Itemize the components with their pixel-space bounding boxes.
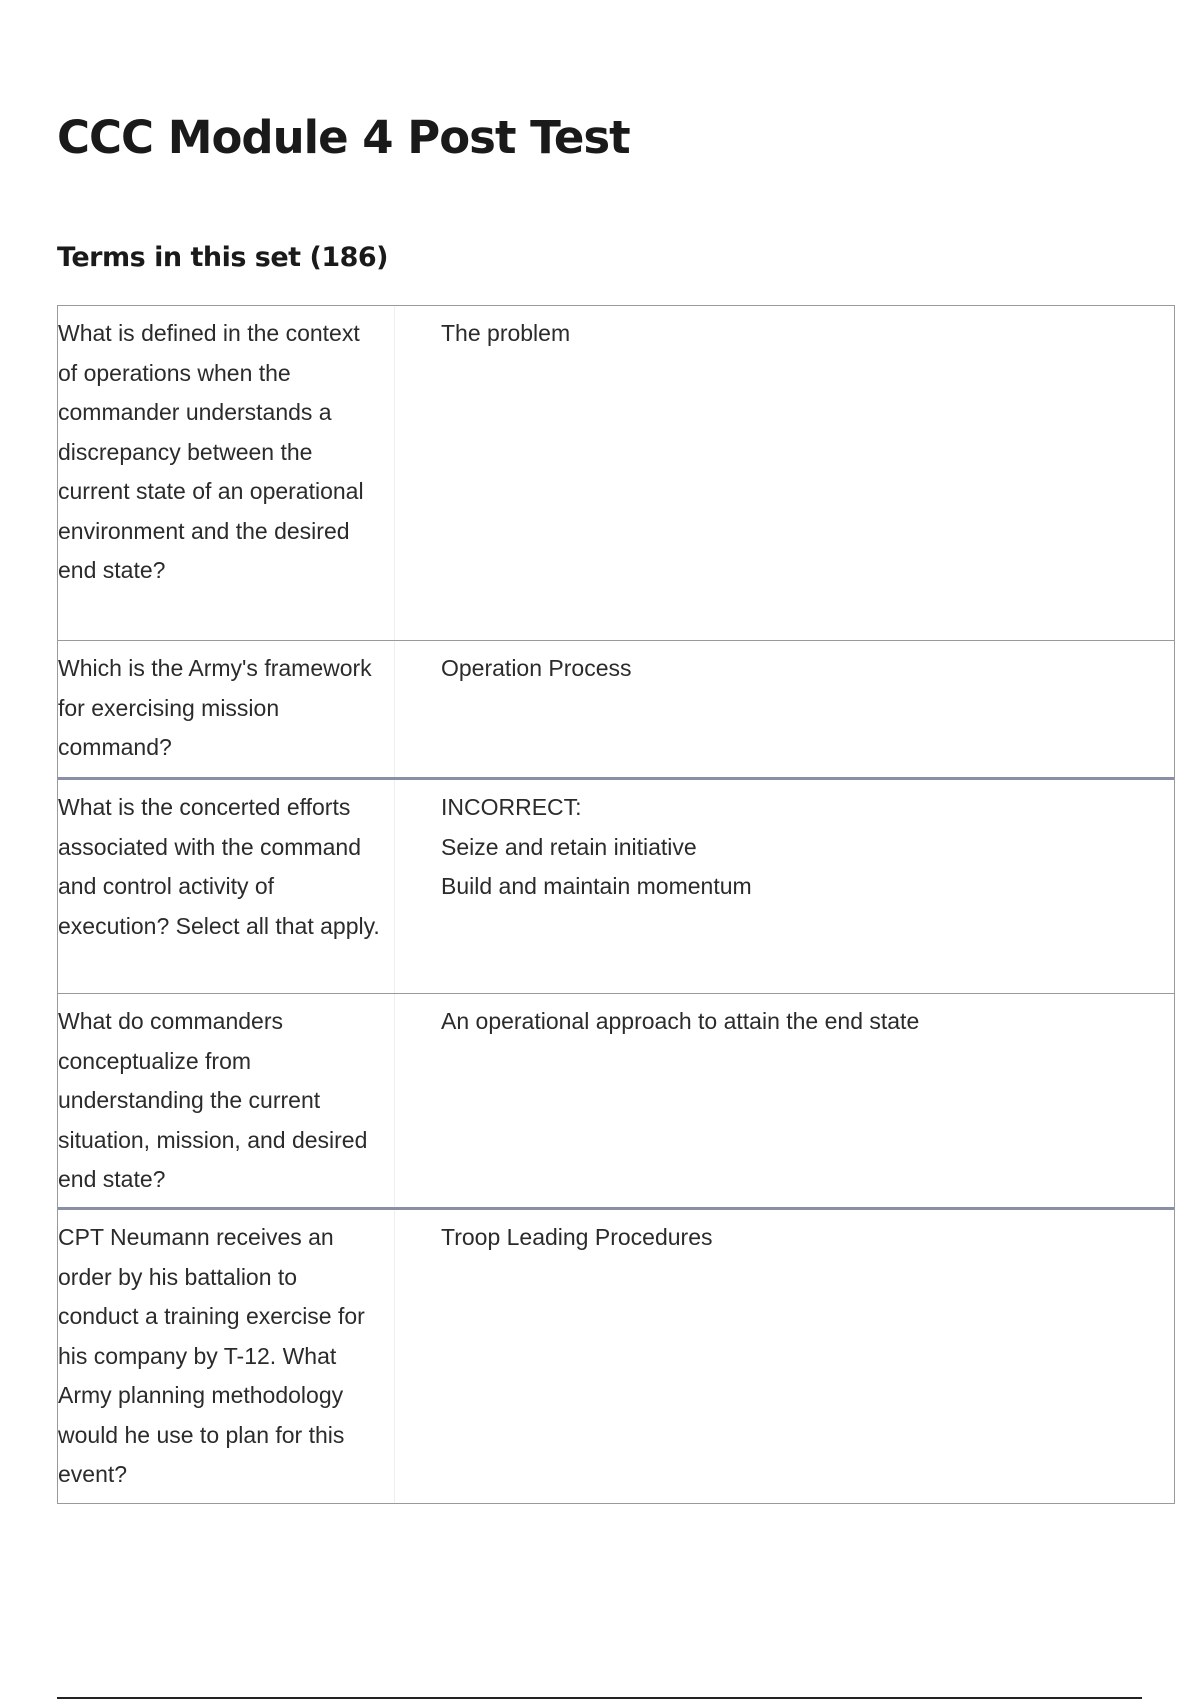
definition-line: Troop Leading Procedures xyxy=(441,1224,713,1250)
terms-table xyxy=(57,305,1175,1504)
term-row xyxy=(58,306,1174,640)
definition-line: The problem xyxy=(441,320,571,346)
term-row xyxy=(58,640,1174,777)
term-row xyxy=(58,777,1174,993)
definition-line: Seize and retain initiative xyxy=(441,833,697,860)
definition-line: Operation Process xyxy=(441,655,632,681)
term-text: CPT Neumann receives an order by his battalion to conduct a training exercise for his company by T-12. What Army planning methodology would he use to plan for this event? xyxy=(58,1210,395,1503)
definition-line: An operational approach to attain the end state xyxy=(441,1008,920,1034)
definition-text xyxy=(395,780,1174,993)
definition-line: INCORRECT: xyxy=(441,794,582,820)
footer-divider xyxy=(57,1697,1142,1699)
terms-count-heading: Terms in this set (186) xyxy=(57,242,389,273)
term-row xyxy=(58,1207,1174,1503)
term-text: What do commanders conceptualize from understanding the current situation, mission, and desired end state? xyxy=(58,994,395,1207)
page-title: CCC Module 4 Post Test xyxy=(57,111,630,164)
term-text: Which is the Army's framework for exercising mission command? xyxy=(58,641,395,777)
definition-line: Build and maintain momentum xyxy=(441,873,752,899)
definition-text xyxy=(395,994,1174,1207)
term-row xyxy=(58,993,1174,1207)
definition-text xyxy=(395,306,1174,640)
term-text: What is defined in the context of operations when the commander understands a discrepancy between the current state of an operational environment and the desired end state? xyxy=(58,306,395,640)
definition-text xyxy=(395,641,1174,777)
term-text: What is the concerted efforts associated with the command and control activity of execution? Select all that apply. xyxy=(58,780,395,993)
definition-text xyxy=(395,1210,1174,1503)
